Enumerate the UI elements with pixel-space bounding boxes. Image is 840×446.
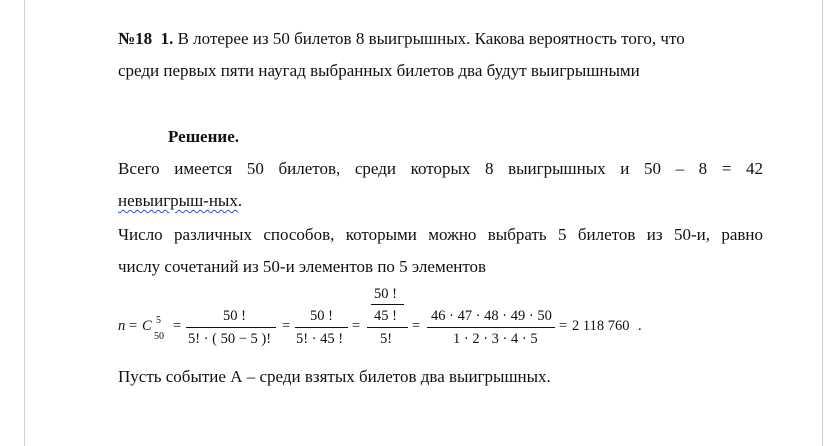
frac2-numerator: 50 ! [310, 308, 333, 324]
solution-para2-line1: Число различных способов, которыми можно выбрать 5 билетов из 50-и, равно [118, 225, 763, 244]
frac3-inner-numerator: 50 ! [374, 286, 397, 302]
frac4-bar [427, 327, 555, 328]
formula-eq-5: = [412, 318, 421, 334]
frac3-bar [367, 327, 408, 328]
solution-heading: Решение. [168, 127, 239, 146]
frac4-denominator: 1 · 2 · 3 · 4 · 5 [453, 331, 538, 347]
frac1-denominator: 5! · ( 50 − 5 )! [188, 331, 272, 347]
formula-c-sub: 50 [154, 331, 164, 342]
problem-line-1 [118, 23, 685, 54]
formula-eq-6: = [559, 318, 568, 334]
page-left-edge [24, 0, 25, 446]
solution-para2-line2: числу сочетаний из 50-и элементов по 5 элементов [118, 257, 487, 276]
frac3-denominator: 5! [380, 331, 393, 347]
spellcheck-word[interactable]: невыигрыш-ных [118, 191, 238, 210]
problem-number: №18 [118, 29, 153, 48]
frac3-inner-denominator: 45 ! [374, 308, 397, 324]
problem-index: 1. [160, 29, 174, 48]
formula-period: . [638, 318, 642, 334]
formula-c: C [142, 318, 152, 334]
solution-para1-line1: Всего имеется 50 билетов, среди которых 8 выигрышных и 50 – 8 = 42 [118, 159, 763, 178]
frac1-bar [186, 327, 276, 328]
problem-text-line2: среди первых пяти наугад выбранных билетов два будут выигрышными [118, 61, 640, 80]
solution-para3: Пусть событие А – среди взятых билетов два выигрышных. [118, 367, 551, 386]
frac2-bar [295, 327, 348, 328]
formula-eq-3: = [282, 318, 291, 334]
formula-eq-4: = [352, 318, 361, 334]
page-right-edge [822, 0, 823, 446]
formula-eq-2: = [173, 318, 182, 334]
combination-formula [118, 283, 678, 363]
formula-eq-1: = [129, 318, 138, 334]
problem-line-2 [118, 55, 640, 86]
sentence-end: . [237, 191, 243, 210]
frac3-inner-bar [371, 304, 404, 305]
formula-c-sup: 5 [156, 315, 161, 326]
frac2-denominator: 5! · 45 ! [296, 331, 344, 347]
formula-result: 2 118 760 [572, 318, 630, 334]
solution-para1-line2 [118, 185, 242, 216]
formula-n: n [118, 318, 126, 334]
frac4-numerator: 46 · 47 · 48 · 49 · 50 [431, 308, 552, 324]
problem-text-line1: В лотерее из 50 билетов 8 выигрышных. Какова вероятность того, что [177, 29, 685, 48]
frac1-numerator: 50 ! [223, 308, 246, 324]
